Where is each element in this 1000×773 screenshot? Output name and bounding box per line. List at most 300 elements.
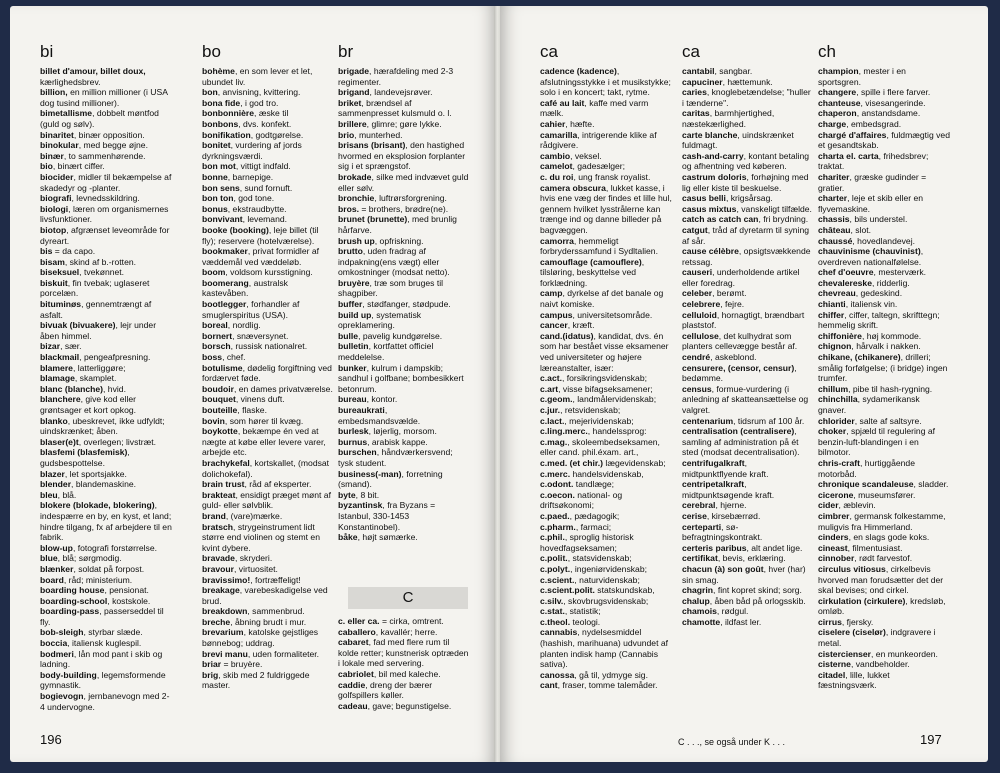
entry-definition: , dødelig forgiftning ved fordærvet føde. [202,362,332,384]
entry-headword: cirrus [818,616,842,627]
entry-headword: chevalereske [818,277,872,288]
entry-definition: , træ som bruges til shagpiber. [338,277,444,299]
entry-headword: borsch [202,341,231,352]
dictionary-entry [40,66,172,87]
entry-definition: , visesangerinde. [860,97,926,108]
entry-definition: , gedeskind. [855,288,903,299]
entry-headword: bodmeri [40,648,74,659]
entry-headword: cant [540,680,558,691]
entry-definition: , pavelig kundgørelse. [358,330,443,341]
entry-definition: , en som lever et let, ubundet liv. [202,66,313,87]
entry-definition: , råd; ministerium. [63,574,133,585]
entry-definition: , virtuositet. [234,563,278,574]
entry-definition: , 8 bit. [355,489,380,500]
column-2 [202,66,334,691]
entry-headword: bonus [202,203,228,214]
entry-definition: , en slags gode koks. [848,532,930,543]
entry-definition: , let sportsjakke. [64,468,127,479]
entry-headword: biologi [40,203,69,214]
dictionary-entry [338,627,470,638]
entry-definition: , bekæmpe én ved at nægte at købe eller levere varer, arbejde etc. [202,426,326,458]
dictionary-entry [202,341,334,352]
entry-headword: c.med. (et chir.) [540,457,604,468]
dictionary-entry [540,670,672,681]
dictionary-entry [202,108,334,119]
dictionary-entry [202,394,334,405]
entry-definition: , hornagtigt, brændbart plaststof. [682,309,805,331]
dictionary-entry [818,214,950,225]
entry-definition: , en dames privatværelse. [233,383,333,394]
entry-headword: binokular [40,140,79,151]
entry-definition: , askeblond. [710,352,757,363]
entry-definition: , højt sømærke. [357,532,418,543]
dictionary-entry [40,500,172,542]
dictionary-entry [540,405,672,416]
guide-word: ca [540,42,558,61]
dictionary-entry [202,575,334,586]
entry-definition: , lille, lukket fæstningsværk. [818,669,890,691]
dictionary-entry [682,77,814,88]
entry-definition: , lukket kasse, i hvis ene væg der findes et lille hul, gennem hvilket lysstrålerne kan trænge ind og danne billeder på bagvæggen. [540,182,672,235]
dictionary-entry [40,225,172,246]
entry-definition: , kostskole. [107,595,151,606]
entry-headword: cimbrer [818,510,850,521]
dictionary-entry [818,627,950,648]
entry-headword: bona fide [202,97,241,108]
entry-definition: tandlæge; [573,479,615,490]
entry-definition: , to sammenhørende. [63,150,146,161]
entry-headword: bisam [40,256,65,267]
dictionary-entry [40,691,172,712]
entry-headword: biografi [40,193,72,204]
entry-headword: chalup [682,595,710,606]
entry-definition: , strygeinstrument lidt større end violinen og stemt en kvint dybere. [202,521,320,553]
dictionary-entry [818,236,950,247]
dictionary-entry [202,140,334,161]
entry-definition: , vurdering af jords dyrkningsværdi. [202,140,302,161]
dictionary-entry [818,98,950,109]
entry-definition: , berømt. [712,288,747,299]
dictionary-entry [202,320,334,331]
entry-definition: , filmentusiast. [847,542,903,553]
dictionary-entry [202,363,334,384]
entry-definition: , binært ciffer. [52,161,105,172]
dictionary-entry [818,649,950,660]
entry-headword: bootlegger [202,299,247,310]
entry-definition: , gudsbespottelse. [40,447,130,468]
entry-definition: , krigsårsag. [725,193,773,204]
entry-definition: , tilsløring, beskyttelse ved forklædning. [540,256,645,288]
entry-headword: caballero [338,626,376,637]
dictionary-entry [682,331,814,352]
entry-definition: , spille i flere farver. [856,87,931,98]
entry-definition: , intrigerende klike af rådgivere. [540,129,657,151]
entry-definition: , overdreven nationalfølelse. [818,246,924,267]
entry-headword: cinnober [818,553,855,564]
entry-definition: , bils understel. [849,214,908,225]
entry-definition: , vanskeligt tilfælde. [736,203,812,214]
entry-headword: byte [338,489,356,500]
dictionary-entry [682,511,814,522]
entry-definition: , kortskallet, (modsat dolichokefal). [202,457,330,479]
entry-headword: brig [202,669,219,680]
dictionary-entry [338,637,470,669]
entry-headword: blasfemi (blasfemisk) [40,447,128,458]
entry-headword: c.paed. [540,510,570,521]
dictionary-entry [540,236,672,257]
entry-headword: brevarium [202,627,244,638]
entry-definition: , ensidigt præget mønt af guld- eller sølvblik. [202,489,331,511]
entry-headword: celeber [682,288,713,299]
dictionary-entry [40,596,172,607]
entry-headword: blanc (blanche) [40,383,104,394]
dictionary-entry [682,225,814,246]
dictionary-entry [540,161,672,172]
entry-definition: , glimre; gøre lykke. [366,118,442,129]
dictionary-entry [540,522,672,533]
entry-definition: , fin tvebak; uglaseret porcelæn. [40,277,150,299]
dictionary-entry [818,596,950,617]
entry-definition: , italiensk vin. [845,299,898,310]
entry-headword: bonbons [202,118,239,129]
entry-headword: campus [540,309,573,320]
entry-headword: bon sens [202,182,240,193]
entry-headword: chamois [682,606,717,617]
entry-headword: bulle [338,330,359,341]
entry-headword: botulisme [202,362,243,373]
entry-definition: = cirka, omtrent. [379,616,444,626]
entry-headword: boykotte [202,426,238,437]
entry-headword: bornert [202,330,233,341]
entry-definition: , sø-befragtningskontrakt. [682,521,763,543]
entry-definition: , landevejsrøver. [369,87,433,98]
dictionary-entry [818,500,950,511]
dictionary-entry [682,151,814,172]
dictionary-entry [818,267,950,278]
entry-headword: causeri [682,267,713,278]
entry-headword: caddie [338,679,366,690]
dictionary-entry [818,458,950,479]
column-3 [818,66,950,691]
dictionary-entry [40,257,172,268]
entry-headword: cambio [540,150,571,161]
entry-definition: , fra Byzans = Istanbul, 330-1453 Konstantinobel). [338,500,436,532]
dictionary-entry [202,130,334,141]
dictionary-entry [682,267,814,288]
entry-headword: binaritet [40,129,74,140]
entry-headword: bis [40,246,53,257]
dictionary-entry [682,458,814,479]
dictionary-entry [818,66,950,87]
dictionary-entry [682,543,814,554]
entry-headword: cabriolet [338,668,374,679]
entry-definition: , afslutningsstykke i et musikstykke; solo i en koncert; takt, rytme. [540,66,671,98]
entry-headword: capuciner [682,76,723,87]
dictionary-entry [338,130,470,141]
entry-definition: , styrbar slæde. [83,627,143,638]
dictionary-entry [202,204,334,215]
entry-headword: boudoir [202,383,234,394]
entry-definition: , sangbar. [714,66,753,76]
entry-headword: brigand [338,87,370,98]
entry-definition: , legemsformende gymnastik. [40,669,166,691]
entry-definition: , frihedsbrev; traktat. [818,150,929,172]
dictionary-entry [818,384,950,395]
dictionary-entry [682,522,814,543]
dictionary-entry [338,500,470,532]
entry-definition: , kaffe med varm mælk. [540,97,649,119]
dictionary-entry [202,617,334,628]
entry-headword: choker [818,426,847,437]
dictionary-entry [540,680,672,691]
entry-headword: c.silv. [540,595,564,606]
entry-headword: centenarium [682,415,734,426]
dictionary-entry [40,479,172,490]
dictionary-entry [40,575,172,586]
dictionary-entry [202,585,334,606]
entry-headword: caries [682,87,707,98]
entry-headword: chamotte [682,616,721,627]
dictionary-entry [818,331,950,342]
entry-headword: citadel [818,669,846,680]
entry-headword: c.lact. [540,415,565,426]
dictionary-entry [338,363,470,395]
entry-headword: bureaukrati [338,405,385,415]
column-3 [338,66,470,543]
entry-definition: , flaske. [237,405,267,415]
dictionary-entry [338,310,470,331]
dictionary-entry [202,267,334,278]
entry-headword: byzantinsk [338,500,383,511]
dictionary-entry [818,394,950,415]
dictionary-entry [40,108,172,129]
entry-headword: c.merc. [540,468,571,479]
entry-headword: body-building [40,669,97,680]
entry-headword: cadeau [338,700,368,711]
entry-headword: cerise [682,510,707,521]
dictionary-entry [540,532,672,553]
entry-headword: blackmail [40,352,80,363]
entry-headword: bogievogn [40,691,84,702]
entry-headword: c.polyt. [540,563,571,574]
entry-headword: chiffonière [818,330,862,341]
dictionary-entry [202,511,334,522]
dictionary-entry [540,288,672,309]
dictionary-entry [540,384,672,395]
entry-definition: , hovedlandevej. [852,235,915,246]
entry-definition: statskundskab, [594,585,655,596]
entry-definition: , forretning (smand). [338,468,443,490]
entry-headword: castrum doloris [682,171,747,182]
entry-headword: c.mag. [540,436,568,447]
entry-headword: blow-up [40,542,73,553]
entry-headword: brakteat [202,489,236,500]
dictionary-entry [202,119,334,130]
entry-definition: , snæversynet. [232,330,289,341]
entry-definition: , kulrum i dampskib; sandhul i golfbane; bombesikkert betonrum. [338,362,464,394]
entry-definition: , dyrkelse af det banale og naivt komiske. [540,288,664,310]
entry-headword: celebrere [682,299,721,310]
entry-definition: , kirsebærrød. [706,510,761,521]
dictionary-entry [818,310,950,331]
dictionary-entry [40,172,172,193]
entry-definition: , bil med kaleche. [373,668,441,679]
dictionary-entry [202,278,334,299]
entry-headword: bituminøs [40,299,82,310]
dictionary-entry [818,130,950,151]
dictionary-entry [338,87,470,98]
dictionary-entry [540,151,672,162]
entry-definition: , i god tro. [240,97,279,108]
dictionary-entry [202,426,334,458]
entry-headword: c.geom. [540,394,573,405]
entry-headword: cannabis [540,627,578,638]
dictionary-entry [682,617,814,628]
entry-headword: chacun (à) son goût [682,563,764,574]
entry-definition: , en munkeorden. [871,648,938,659]
entry-headword: c.polit. [540,553,568,564]
entry-headword: bonitet [202,140,231,151]
entry-definition: , skovbrugsvidenskab; [563,595,649,606]
entry-headword: boarding-school [40,595,108,606]
entry-headword: bohème [202,66,235,76]
entry-headword: brand [202,510,226,521]
entry-definition: , pædagogik; [569,510,620,521]
dictionary-entry [338,140,470,172]
dictionary-entry [40,140,172,151]
entry-definition: , leje et skib eller en flyvemaskine. [818,193,924,214]
entry-definition: , leje billet (til fly); reservere (hotelværelse). [202,224,319,246]
entry-headword: breche [202,616,231,627]
guide-word: br [338,42,354,61]
entry-definition: , kræft. [567,320,595,331]
entry-headword: bravour [202,563,234,574]
entry-definition: , museumsfører. [853,489,916,500]
entry-definition: , kontor. [366,394,398,405]
entry-definition: , forsikringsvidenskab; [561,373,648,384]
guide-word: ca [682,42,700,61]
entry-headword: blender [40,479,72,490]
dictionary-entry [40,278,172,299]
dictionary-entry [202,246,334,267]
dictionary-entry [540,373,672,384]
entry-headword: chignon [818,341,852,352]
entry-definition: , fraser, tomme talemåder. [557,680,658,691]
dictionary-entry [682,288,814,299]
entry-headword: c. du roi [540,171,574,182]
entry-definition: , fint kopret skind; sorg. [713,585,802,596]
entry-definition: , god tone. [233,193,275,204]
entry-definition: , arabisk kappe. [367,436,428,447]
dictionary-entry [540,575,672,586]
dictionary-entry [338,426,470,437]
entry-definition: , sproglig historisk hovedfagseksamen; [540,532,634,553]
dictionary-entry [818,193,950,214]
dictionary-entry [40,606,172,627]
dictionary-entry [540,437,672,458]
entry-headword: blaser(e)t [40,436,79,447]
dictionary-entry [202,87,334,98]
dictionary-entry [202,98,334,109]
column-2 [682,66,814,627]
entry-headword: charge [818,118,847,129]
entry-headword: biocider [40,171,74,182]
entry-headword: charta el. carta [818,150,879,161]
dictionary-entry [682,204,814,215]
entry-definition: , chef. [222,352,246,363]
entry-definition: teologi. [570,616,601,627]
entry-headword: business(-man) [338,468,402,479]
entry-headword: chris-craft [818,457,861,468]
entry-headword: billet d'amour, billet doux, [40,66,146,76]
entry-headword: cash-and-carry [682,150,744,161]
entry-headword: brutto [338,246,363,257]
entry-headword: breakdown [202,606,248,617]
entry-definition: , veksel. [570,150,602,161]
entry-headword: circulus vitiosus [818,563,886,574]
entry-definition: , barmhjertighed, næstekærlighed. [682,108,775,129]
entry-headword: chariter [818,171,850,182]
dictionary-entry [202,522,334,554]
dictionary-entry [338,331,470,342]
dictionary-entry [682,130,814,151]
dictionary-entry [40,543,172,554]
entry-headword: chiffer [818,309,845,320]
dictionary-entry [202,553,334,564]
column-3-section-c [338,616,470,711]
dictionary-entry [338,405,470,426]
entry-definition: , (vare)mærke. [225,510,283,521]
entry-definition: , hvid. [103,383,126,394]
entry-definition: , hurtiggående motorbåd. [818,457,915,479]
guide-word: bo [202,42,221,61]
entry-definition: , formue-vurdering (i anledning af skatteansættelse og valgret. [682,383,809,415]
entry-definition: , passerseddel til fly. [40,606,164,627]
dictionary-entry [202,172,334,183]
entry-headword: c.scient.polit. [540,585,595,596]
entry-headword: bivuak (bivuakere) [40,320,116,331]
entry-headword: camouflage (camouflere) [540,256,642,267]
entry-definition: , kortfattet officiel meddelelse. [338,341,434,363]
dictionary-entry [540,130,672,151]
dictionary-entry [818,416,950,427]
entry-definition: , spjæld til regulering af benzin-luft-blandingen i en bilmotor. [818,426,936,458]
dictionary-entry [202,214,334,225]
entry-headword: ciselere (ciselør) [818,627,886,638]
dictionary-entry [202,384,334,395]
footer-note: C . . ., se også under K . . . [678,737,786,747]
dictionary-entry [40,204,172,225]
dictionary-entry [540,310,672,321]
entry-definition: , midtpunktsøgende kraft. [682,479,775,500]
entry-definition: , afgrænset leveområde for dyreart. [40,224,170,246]
dictionary-entry [202,183,334,194]
dictionary-entry [202,659,334,670]
entry-definition: = bruyère. [221,659,263,670]
entry-definition: , uindskrænket fuldmagt. [682,129,794,151]
guide-word: bi [40,42,54,61]
entry-definition: , det kulhydrat som planters cellevægge består af. [682,330,798,352]
dictionary-entry [40,341,172,352]
dictionary-entry [40,161,172,172]
dictionary-entry [202,299,334,320]
dictionary-entry [818,511,950,532]
dictionary-entry [540,98,672,119]
entry-headword: c.theol. [540,616,571,627]
entry-headword: brigade [338,66,370,76]
entry-definition: , dobbelt møntfod (guld og sølv). [40,108,159,129]
dictionary-entry [818,670,950,691]
